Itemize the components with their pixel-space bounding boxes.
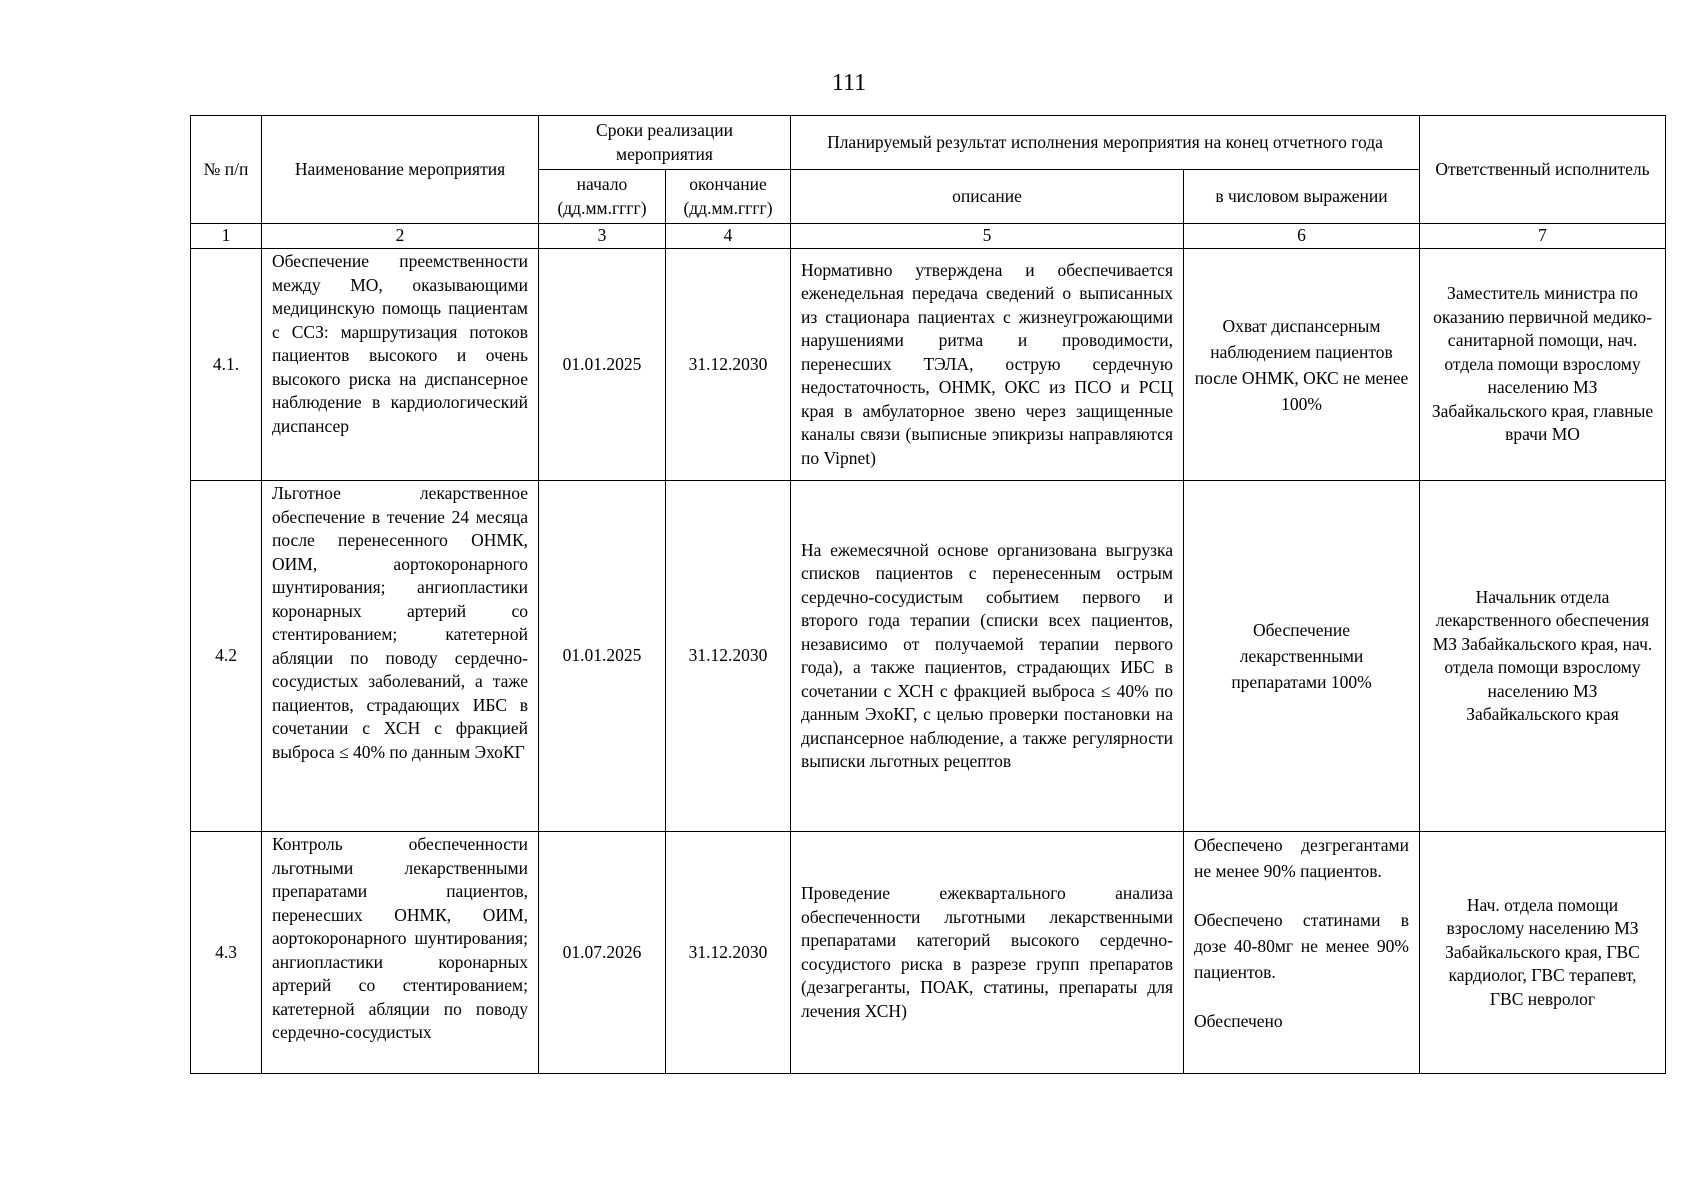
column-number: 7	[1420, 224, 1666, 249]
table-row	[191, 832, 1666, 1074]
end-date: 31.12.2030	[666, 249, 791, 481]
header-numeric: в числовом выражении	[1184, 170, 1420, 224]
row-number: 4.1.	[191, 249, 262, 481]
start-date: 01.01.2025	[539, 249, 666, 481]
activity-name: Обеспечение преемственности между МО, оказывающими медицинскую помощь пациентам с ССЗ: маршрутизация потоков пациентов высокого и очень высокого риска на диспансерное наблюдение в кардиологический диспансер	[262, 249, 539, 481]
row-number: 4.3	[191, 832, 262, 1074]
result-description: Нормативно утверждена и обеспечивается еженедельная передача сведений о выписанных из стационара пациентах с жизнеугрожающими нарушениями ритма и проводимости, перенесших ТЭЛА, острую сердечную недостаточность, ОНМК, ОКС из ПСО и РСЦ края в амбулаторное звено через защищенные каналы связи (выписные эпикризы направляются по Vipnet)	[791, 249, 1184, 481]
header-timing: Сроки реализации мероприятия	[539, 116, 791, 170]
column-number: 2	[262, 224, 539, 249]
result-description: На ежемесячной основе организована выгрузка списков пациентов с перенесенным острым сердечно-сосудистым событием первого и второго года терапии (списки всех пациентов, независимо от получаемой терапии первого года), а также пациентов, страдающих ИБС в сочетании с ХСН с фракцией выброса ≤ 40% по данным ЭхоКГ, с целью проверки постановки на диспансерное наблюдение, а также регулярности выписки льготных рецептов	[791, 481, 1184, 832]
start-date: 01.01.2025	[539, 481, 666, 832]
result-numeric: Обеспечение лекарственными препаратами 100%	[1184, 481, 1420, 832]
header-end: окончание (дд.мм.гггг)	[666, 170, 791, 224]
table-row	[191, 249, 1666, 481]
result-numeric-part: Обеспечено	[1194, 1011, 1283, 1031]
end-date: 31.12.2030	[666, 481, 791, 832]
column-number: 5	[791, 224, 1184, 249]
header-num: № п/п	[191, 116, 262, 224]
column-number: 1	[191, 224, 262, 249]
column-number: 4	[666, 224, 791, 249]
header-responsible: Ответственный исполнитель	[1420, 116, 1666, 224]
table-row	[191, 481, 1666, 832]
activities-table	[190, 115, 1666, 1074]
responsible-executor: Нач. отдела помощи взрослому населению МЗ Забайкальского края, ГВС кардиолог, ГВС терапевт, ГВС невролог	[1420, 832, 1666, 1074]
activity-name: Льготное лекарственное обеспечение в течение 24 месяца после перенесенного ОНМК, ОИМ, аортокоронарного шунтирования; ангиопластики коронарных артерий со стентированием; катетерной абляции по поводу сердечно-сосудистых заболеваний, а таже пациентов, страдающих ИБС в сочетании с ХСН с фракцией выброса ≤ 40% по данным ЭхоКГ	[262, 481, 539, 832]
header-result: Планируемый результат исполнения мероприятия на конец отчетного года	[791, 116, 1420, 170]
row-number: 4.2	[191, 481, 262, 832]
result-numeric-part: Обеспечено статинами в дозе 40-80мг не менее 90% пациентов.	[1194, 910, 1409, 982]
header-description: описание	[791, 170, 1184, 224]
result-numeric	[1184, 832, 1420, 1074]
responsible-executor: Начальник отдела лекарственного обеспечения МЗ Забайкальского края, нач. отдела помощи взрослому населению МЗ Забайкальского края	[1420, 481, 1666, 832]
column-number: 3	[539, 224, 666, 249]
result-numeric-part: Обеспечено дезгрегантами не менее 90% пациентов.	[1194, 835, 1409, 881]
activity-name: Контроль обеспеченности льготными лекарственными препаратами пациентов, перенесших ОНМК, ОИМ, аортокоронарного шунтирования; ангиопластики коронарных артерий со стентированием; катетерной абляции по поводу сердечно-сосудистых	[262, 832, 539, 1074]
header-start: начало (дд.мм.гггг)	[539, 170, 666, 224]
start-date: 01.07.2026	[539, 832, 666, 1074]
header-name: Наименование мероприятия	[262, 116, 539, 224]
responsible-executor: Заместитель министра по оказанию первичной медико-санитарной помощи, нач. отдела помощи взрослому населению МЗ Забайкальского края, главные врачи МО	[1420, 249, 1666, 481]
page-number: 111	[831, 70, 867, 96]
end-date: 31.12.2030	[666, 832, 791, 1074]
result-description: Проведение ежеквартального анализа обеспеченности льготными лекарственными препаратами категорий высокого сердечно-сосудистого риска в разрезе групп препаратов (дезагреганты, ПОАК, статины, препараты для лечения ХСН)	[791, 832, 1184, 1074]
result-numeric: Охват диспансерным наблюдением пациентов после ОНМК, ОКС не менее 100%	[1184, 249, 1420, 481]
column-number: 6	[1184, 224, 1420, 249]
